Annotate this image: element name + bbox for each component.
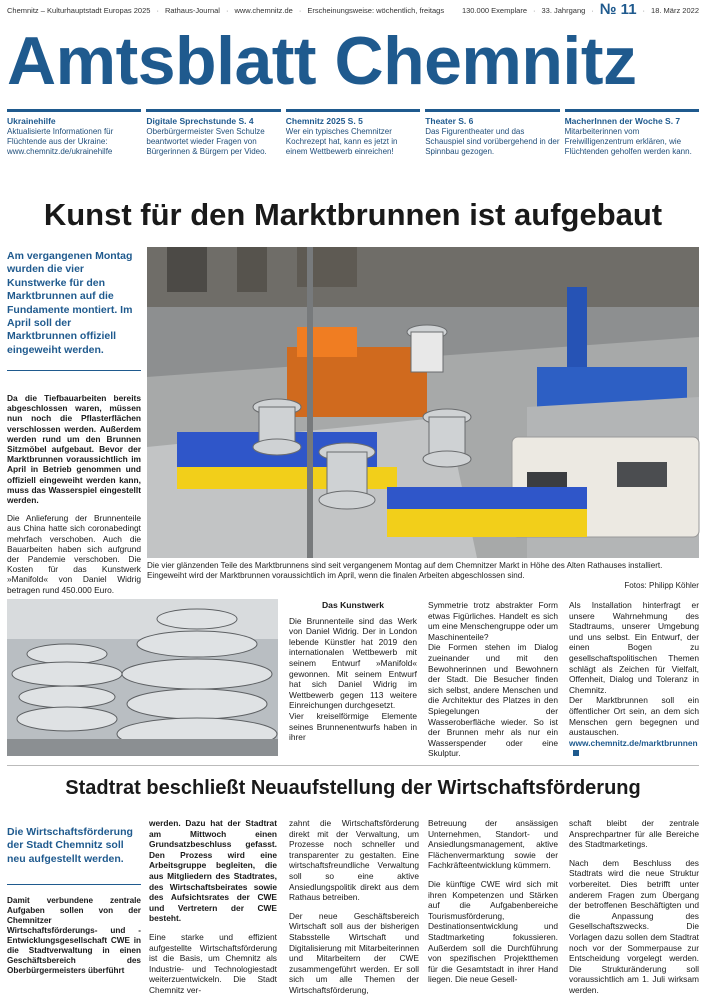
teaser-text: Oberbürgermeister Sven Schulze beantwortet wieder Fragen von Bürgerinnen & Bürgern per Video. <box>146 127 267 156</box>
article2-col-2 <box>289 818 419 1004</box>
teaser-text: Mitarbeiterinnen vom Freiwilligenzentrum erklären, wie Flüchtenden geholfen werden kann. <box>564 127 692 156</box>
marktbrunnen-photo <box>147 247 699 558</box>
teaser-text: Wer ein typisches Chemnitzer Kochrezept hat, kann es jetzt in einem Wettbewerb einreichen! <box>285 127 398 156</box>
teaser-text: Aktualisierte Informationen für Flüchtende aus der Ukraine: www.chemnitz.de/ukrainehilfe <box>7 127 114 156</box>
photo-credit: Fotos: Philipp Köhler <box>624 581 699 590</box>
teaser-title: Ukrainehilfe <box>7 116 56 126</box>
teaser-chemnitz-2025[interactable] <box>286 109 420 171</box>
article1-lead: Am vergangenen Montag wurden die vier Kunstwerke für den Marktbrunnen auf die Fundamente montiert. Im April soll der Marktbrunnen offiziell eingeweiht werden. <box>7 250 133 356</box>
teaser-title: Theater S. 6 <box>425 116 474 126</box>
kunstwerk-text-a: Die Brunnenteile sind das Werk von Daniel Widrig. Der in London lebende Künstler hat 2019 den internationalen Wettbewerb mit seinem Entwurf »Manifold« gewonnen. Mit seinem Entwurf hat sich Daniel Widrig im Wettbewerb gegen 113 weitere Einreichungen durchgesetzt. <box>289 615 417 711</box>
sculpture-closeup-image <box>7 599 278 756</box>
article2-col4b-text: Nach dem Beschluss des Stadtrats wird die neue Struktur vorbereitet. Dies betrifft unter anderem Fragen zum Übergang der betroffenen Beschäftigten und die Anpassung des Gesellschaftszwecks. Die Vorlagen dazu sollen dem Stadtrat noch vor der Sommerpause zur Entscheidung vorgelegt werden. Die Strukturänderung soll voraussichtlich am 1. Juli wirksam werden. <box>569 857 699 995</box>
teaser-sprechstunde[interactable] <box>146 109 280 171</box>
topbar-tagline: Chemnitz – Kulturhauptstadt Europas 2025 <box>7 5 151 15</box>
topbar-right: 130.000 Exemplare · 33. Jahrgang · № 11 · 18. März 2022 <box>461 1 699 18</box>
teaser-title: Chemnitz 2025 S. 5 <box>285 116 363 126</box>
topbar-left: Chemnitz – Kulturhauptstadt Europas 2025 · Rathaus-Journal · www.chemnitz.de · Erscheinungsweise: wöchentlich, freitags <box>7 5 445 15</box>
issue-date: 18. März 2022 <box>651 5 699 15</box>
article2-headline: Stadtrat beschließt Neuaufstellung der Wirtschaftsförderung <box>65 777 641 799</box>
kunstwerk-text-c: Als Installation hinterfragt er unsere Wahrnehmung des Stadtraums, unserer Umgebung und uns selbst. Ein Entwurf, der einen Bogen zu gesellschaftspolitischen Themen schlägt als Zeichen für Vielfalt, Offenheit, Dialog und Toleranz in Chemnitz. <box>569 600 699 695</box>
topbar-frequency: Erscheinungsweise: wöchentlich, freitags <box>307 5 445 15</box>
article2-col4-text: schaft bleibt der zentrale Ansprechpartner für alle Bereiche des Stadtmarketings. <box>569 818 699 850</box>
article2-col3b-text: Die künftige CWE wird sich mit ihren Kompetenzen und Stärken auf die Aufgabenbereiche Tourismusförderung, Destinationsentwicklung und Stadtmarketing fokussieren. Außerdem soll die Durchführung von spezifischen Projektthemen für die Gesamtstadt in ihrer Hand liegen. Die neue Gesell- <box>428 878 558 985</box>
kunstwerk-text-c2: Der Marktbrunnen soll ein öffentlicher Ort sein, an dem sich Menschen gern begegnen und austauschen. <box>569 695 699 738</box>
section-divider <box>7 765 699 766</box>
article2-col-1 <box>149 818 277 1004</box>
caption-text: Die vier glänzenden Teile des Marktbrunnens sind seit vergangenem Montag auf dem Chemnitzer Markt in Höhe des Alten Rathauses installiert. Eingeweiht wird der Marktbrunnen voraussichtlich im April, wenn die finalen Arbeiten abgeschlossen sind. <box>147 561 663 580</box>
topbar <box>7 1 699 18</box>
teaser-macherinnen[interactable] <box>565 109 699 171</box>
photo-caption <box>147 561 699 591</box>
kunstwerk-text-b: Symmetrie trotz abstrakter Form etwas Figürliches. Handelt es sich um eine Menschengruppe oder um Maschinenteile? <box>428 600 558 642</box>
article2-lead: Die Wirtschaftsförderung der Stadt Chemnitz soll neu aufgestellt werden. <box>7 826 133 865</box>
article2-col3-text: Betreuung der ansässigen Unternehmen, Standort- und Ansiedlungsmanagement, aktive Flächenvermarktung sowie der Fachkräfteentwicklung kümmern. <box>428 818 558 871</box>
volume: 33. Jahrgang <box>541 5 586 15</box>
end-mark-icon <box>573 750 579 756</box>
teaser-title: MacherInnen der Woche S. 7 <box>564 116 681 126</box>
teaser-title: Digitale Sprechstunde S. 4 <box>146 116 254 126</box>
lead-divider <box>7 884 141 885</box>
teaser-theater[interactable] <box>425 109 559 171</box>
topbar-journal: Rathaus-Journal <box>164 5 220 15</box>
article2-col-4 <box>569 818 699 1004</box>
article2-col2-text: zahnt die Wirtschaftsförderung direkt mit der Verwaltung, um Prozesse noch schneller und transparenter zu gestalten. Eine wirtschaftsfreundliche Verwaltung soll so eine aktive Ansiedlungspolitik direkt aus dem Rathaus betreiben. <box>289 818 419 903</box>
article2-col1-text: Eine starke und effizient aufgestellte Wirtschaftsförderung ist die Basis, um Chemnitz als Industrie- und Technologiestadt weiterzuentwickeln. Die Stadt Chemnitz ver- <box>149 931 277 995</box>
fountain-scene-image <box>147 247 699 558</box>
kunstwerk-col-b <box>428 600 558 759</box>
topbar-website-link[interactable]: www.chemnitz.de <box>234 5 293 15</box>
article1-intro <box>7 393 141 603</box>
kunstwerk-col-c <box>569 600 699 759</box>
sculpture-closeup-photo <box>7 599 278 756</box>
kunstwerk-col-a <box>289 600 417 743</box>
kunstwerk-text-a2: Vier kreiselförmige Elemente seines Brunnenentwurfs haben in ihrer <box>289 710 417 743</box>
article1-headline: Kunst für den Marktbrunnen ist aufgebaut <box>43 197 663 232</box>
article2-col2b-text: Der neue Geschäftsbereich Wirtschaft soll aus der bisherigen Stabsstelle Wirtschaft und Digitalisierung mit Mitarbeiterinnen und Mitarbeitern der CWE zusammengeführt werden. Er soll sich um alle Themen der Wirtschaftsförderung, <box>289 910 419 995</box>
issue-number: № 11 <box>599 1 637 18</box>
article1-intro-bold: Da die Tiefbauarbeiten bereits abgeschlossen waren, müssen nun noch die Pflasterflächen verschlossen werden. Außerdem werden rund um den Brunnen Sitzmöbel aufgebaut. Bevor der Marktbrunnen voraussichtlich im April in Betrieb genommen und offiziell eingeweiht werden kann, muss das Wasserspiel eingestellt werden. <box>7 393 141 506</box>
kunstwerk-text-b2: Die Formen stehen im Dialog zueinander und mit den Bewohnerinnen und Bewohnern der Stadt. Die Besucher finden sich selbst, andere Menschen und die Architektur des Platzes in den Spiegelungen der Wasseroberfläche wieder. So ist der Brunnen mehr als nur ein Wasserspender oder eine Skulptur. <box>428 642 558 759</box>
kunstwerk-box-title: Das Kunstwerk <box>321 600 385 610</box>
lead-divider <box>7 370 141 371</box>
masthead: Amtsblatt Chemnitz <box>7 23 637 99</box>
article2-col1-bold: werden. Dazu hat der Stadtrat am Mittwoch einen Grundsatzbeschluss gefasst. Den Prozess wird eine Arbeitsgruppe begleiten, die aus Mitgliedern des Stadtrates, des Wirtschaftsbeirates sowie des Aufsichtsrates der CWE und Vertretern der CWE besteht. <box>149 818 277 924</box>
marktbrunnen-link[interactable]: www.chemnitz.de/marktbrunnen <box>569 737 698 748</box>
article1-intro-text: Die Anlieferung der Brunnenteile aus China hatte sich coronabedingt mehrfach verschoben. Auch die Bauarbeiten haben sich aufgrund der Pandemie verschoben. Die Kosten für das Kunstwerk »Manifold« von Daniel Widrig betragen rund 450.000 Euro. <box>7 513 141 595</box>
teaser-row <box>7 109 699 171</box>
teaser-text: Das Figurentheater und das Schauspiel sind vorübergehend in der Spinnbau gezogen. <box>425 127 560 156</box>
article2-intro-bold: Damit verbundene zentrale Aufgaben sollen von der Chemnitzer Wirtschaftsförderungs- und -Entwicklungsgesellschaft CWE in die Stadtverwaltung in einen Geschäftsbereich des Oberbürgermeisters überführt <box>7 896 141 975</box>
circulation: 130.000 Exemplare <box>461 5 527 15</box>
teaser-ukrainehilfe[interactable] <box>7 109 141 171</box>
article2-col-3 <box>428 818 558 993</box>
